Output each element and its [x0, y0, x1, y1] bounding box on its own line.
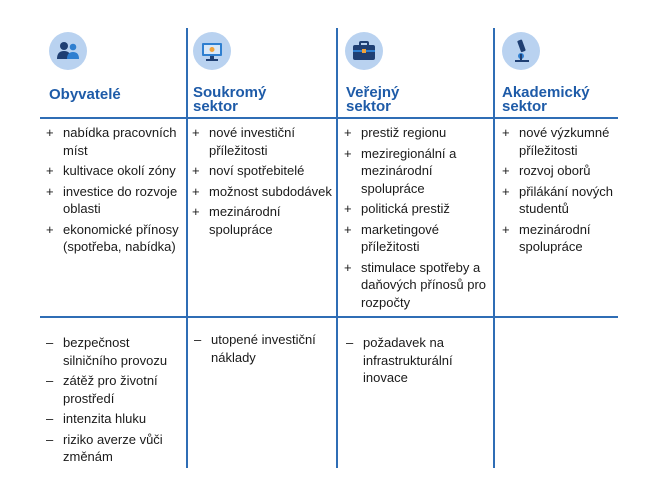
briefcase-icon: [345, 32, 383, 70]
list-item: + marketingové příležitosti: [344, 221, 440, 254]
pros-cons-divider: [40, 316, 618, 318]
cons-list: [346, 334, 491, 390]
pros-list: [502, 124, 642, 259]
list-item: + nové výzkumné příležitosti: [502, 125, 610, 158]
list-item: – riziko averze vůči změnám: [46, 431, 163, 464]
list-item: + nové investiční příležitosti: [192, 125, 295, 158]
list-item: + stimulace spotřeby a daňových přínosů pro rozpočty: [344, 259, 487, 310]
list-item: + mezinárodní spolupráce: [502, 221, 591, 254]
list-item: – utopené investiční náklady: [194, 332, 316, 365]
list-item: – požadavek na infrastrukturální inovace: [346, 335, 453, 385]
header-divider: [40, 117, 618, 119]
column-title: Akademický sektor: [502, 84, 590, 115]
column-title: Soukromý sektor: [193, 84, 267, 115]
list-item: + kultivace okolí zóny: [46, 163, 176, 178]
list-item: + politická prestiž: [344, 201, 450, 216]
list-item: – zátěž pro životní prostředí: [46, 373, 158, 406]
column-divider-3: [493, 28, 495, 468]
list-item: – bezpečnost silničního provozu: [46, 335, 168, 368]
monitor-icon: [193, 32, 231, 70]
list-item: + meziregionální a mezinárodní spolupráce: [344, 145, 457, 196]
list-item: + ekonomické přínosy (spotřeba, nabídka): [46, 221, 179, 254]
list-item: – intenzita hluku: [46, 411, 147, 426]
people-icon: [49, 32, 87, 70]
pros-list: [46, 124, 184, 259]
microscope-icon: [502, 32, 540, 70]
list-item: + nabídka pracovních míst: [46, 125, 177, 158]
column-title: Veřejný sektor: [346, 84, 400, 115]
list-item: + možnost subdodávek: [192, 183, 332, 199]
pros-list: [344, 124, 492, 314]
column-divider-1: [186, 28, 188, 468]
pros-list: [192, 124, 334, 241]
list-item: + prestiž regionu: [344, 125, 447, 140]
cons-list: [194, 331, 334, 369]
list-item: + přilákání nových studentů: [502, 183, 613, 216]
column-divider-2: [336, 28, 338, 468]
column-title: Obyvatelé: [49, 86, 121, 103]
list-item: + investice do rozvoje oblasti: [46, 183, 178, 216]
list-item: + noví spotřebitelé: [192, 163, 305, 178]
list-item: + mezinárodní spolupráce: [192, 204, 281, 237]
cons-list: [46, 334, 184, 469]
list-item: + rozvoj oborů: [502, 163, 591, 178]
